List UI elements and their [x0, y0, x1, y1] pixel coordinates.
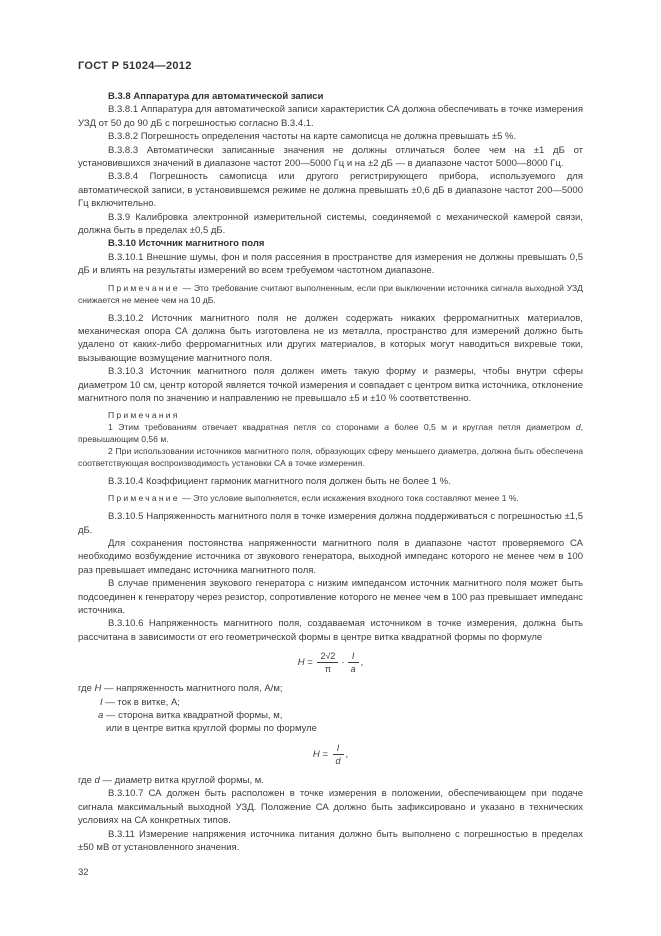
note-label: Примечание [108, 493, 180, 504]
paragraph-b383: В.3.8.3 Автоматически записанные значения не должны отличаться более чем на ±1 дБ от установившихся значений в диапазоне частот 200—5000 Гц и на ±2 дБ — в диапазоне частот 5000—8000 Гц. [78, 144, 583, 170]
variable-a: a [384, 422, 389, 433]
paragraph-b384: В.3.8.4 Погрешность самописца или другого регистрирующего прибора, используемого для автоматической записи, в установившемся режиме не должна превышать ±0,6 дБ в диапазоне частот 200—5000 Гц включительно. [78, 171, 583, 210]
paragraph-b382: В.3.8.2 Погрешность определения частоты на карте самописца не должна превышать ±5 %. [108, 131, 517, 143]
definition-H [78, 682, 583, 695]
notes-caption [78, 410, 583, 422]
definition-or-circular: или в центре витка круглой формы по формуле [106, 723, 317, 735]
definition-text: где [78, 774, 95, 786]
multiplication-dot: · [341, 657, 345, 669]
paragraph-b3107: В.3.10.7 СА должен быть расположен в точке измерения в положении, обеспечивающем при подаче сигнала максимальный выходной УЗД. Положение СА должно быть зафиксировано и указано в технических условиях на СА конкретных типов. [78, 788, 583, 827]
fraction-denominator: π [324, 664, 332, 675]
note-item-1 [78, 422, 583, 446]
definition-text: — диаметр витка круглой формы, м. [99, 774, 264, 786]
fraction [348, 651, 359, 674]
notes-group-b3103 [78, 410, 583, 470]
variable-d: d [575, 422, 581, 433]
section-heading-b310: В.3.10 Источник магнитного поля [108, 238, 265, 250]
fraction-denominator: a [350, 664, 356, 675]
fraction [333, 743, 344, 766]
formula-lhs: H [297, 657, 305, 669]
trailing-comma: , [360, 657, 364, 669]
definition-I [78, 696, 583, 709]
note-body: — Это требование считают выполненным, если при выключении источника сигнала выходной УЗД снижается не менее чем на 10 дБ. [78, 282, 583, 305]
variable-H: H [94, 683, 102, 695]
note-body: — Это условие выполняется, если искажения входного тока составляют менее 1 %. [179, 493, 519, 504]
definition-a [78, 709, 583, 722]
paragraph-b3104: В.3.10.4 Коэффициент гармоник магнитного поля должен быть не более 1 %. [108, 475, 451, 487]
equals-sign: = [319, 748, 331, 760]
note-item-1-text: более 0,5 м и круглая петля диаметром [388, 422, 576, 433]
document-number: ГОСТ Р 51024—2012 [78, 60, 192, 72]
note-item-2: 2 При использовании источников магнитного поля, образующих сферу меньшего диаметра, должна быть обеспечена соответствующая воспроизводимость установки СА в точке измерения. [78, 446, 583, 468]
note-text [78, 283, 583, 307]
paragraph-b3102: В.3.10.2 Источник магнитного поля не должен содержать никаких ферромагнитных материалов, механическая опора СА должна быть изготовлена не из металла, пространство для измерений должно быть удалено от каких-либо ферромагнитных или других материалов, в которых могут наводиться вихревые токи, вызывающие возмущение магнитного поля. [78, 312, 583, 364]
note-item-1-text: , превышающим 0,56 м. [78, 422, 583, 445]
variable-a: a [98, 710, 104, 722]
formula-square-loop [78, 651, 583, 674]
formula-circular-loop [78, 743, 583, 766]
fraction-denominator: d [335, 755, 341, 766]
variable-I: I [100, 696, 103, 708]
note-item-1-text: 1 Этим требованиям отвечает квадратная петля со сторонами [108, 422, 385, 433]
paragraph-b3105-cont1: Для сохранения постоянства напряженности магнитного поля в диапазоне частот проверяемого СА необходимо возбуждение источника от звукового генератора, выходной импеданс которого не менее чем в 100 раз превышает импеданс источника магнитного поля. [78, 538, 583, 576]
fraction-numerator: I [333, 743, 344, 755]
paragraph-b3103: В.3.10.3 Источник магнитного поля должен иметь такую форму и размеры, чтобы внутри сферы диаметром 10 см, центр которой является точкой измерения и совпадает с центром витка источника, отклонение магнитного поля по значению и направлению не превышало ±5 и ±10 % соответственно. [78, 366, 583, 404]
fraction-numerator: I [348, 651, 359, 663]
variable-d: d [94, 774, 100, 786]
paragraph-b3105: В.3.10.5 Напряженность магнитного поля в точке измерения должна поддерживаться с погрешностью ±1,5 дБ. [78, 511, 583, 536]
note-b3104 [78, 493, 583, 505]
paragraph-b381: В.3.8.1 Аппаратура для автоматической записи характеристик СА должна обеспечивать в точке измерения УЗД от 50 до 90 дБ с погрешностью согласно В.3.4.1. [78, 104, 583, 129]
document-body [78, 90, 583, 854]
page-number: 32 [78, 867, 89, 879]
section-heading-b38: В.3.8 Аппаратура для автоматической записи [108, 91, 324, 102]
paragraph-b39: В.3.9 Калибровка электронной измерительной системы, соединяемой с механической камерой связи, должна быть в пределах ±0,5 дБ. [78, 211, 583, 237]
paragraph-b3106: В.3.10.6 Напряженность магнитного поля, создаваемая источником в точке измерения, должна быть рассчитана в зависимости от его геометрической формы в центре витка квадратной формы по формуле [78, 618, 583, 643]
equals-sign: = [304, 657, 316, 669]
definition-d [78, 774, 583, 787]
definition-text: — сторона витка квадратной формы, м, [103, 710, 283, 722]
trailing-comma: , [345, 748, 349, 760]
note-label: Примечание [108, 282, 180, 293]
fraction-numerator: 2√2 [317, 651, 338, 663]
notes-label: Примечания [108, 410, 180, 421]
paragraph-b311: В.3.11 Измерение напряжения источника питания должно быть выполнено с погрешностью в пределах ±50 мВ от установленного значения. [78, 828, 583, 853]
note-b3101 [78, 283, 583, 307]
definition-text: — ток в витке, А; [102, 696, 180, 708]
paragraph-b3105-cont2: В случае применения звукового генератора с низким импедансом источник магнитного поля может быть подсоединен к генератору через резистор, сопротивление которого не менее чем в 100 раз превышает импеданс источника. [78, 578, 583, 617]
note-text [78, 493, 583, 505]
formula-lhs: H [312, 748, 320, 760]
definition-text: где [78, 683, 95, 695]
fraction [317, 651, 338, 674]
definition-text: — напряженность магнитного поля, А/м; [101, 683, 283, 695]
paragraph-b3101: В.3.10.1 Внешние шумы, фон и поля рассеяния в пространстве для измерения не должны превышать 0,5 дБ и влиять на результаты измерений во всем требуемом частотном диапазоне. [78, 251, 583, 277]
